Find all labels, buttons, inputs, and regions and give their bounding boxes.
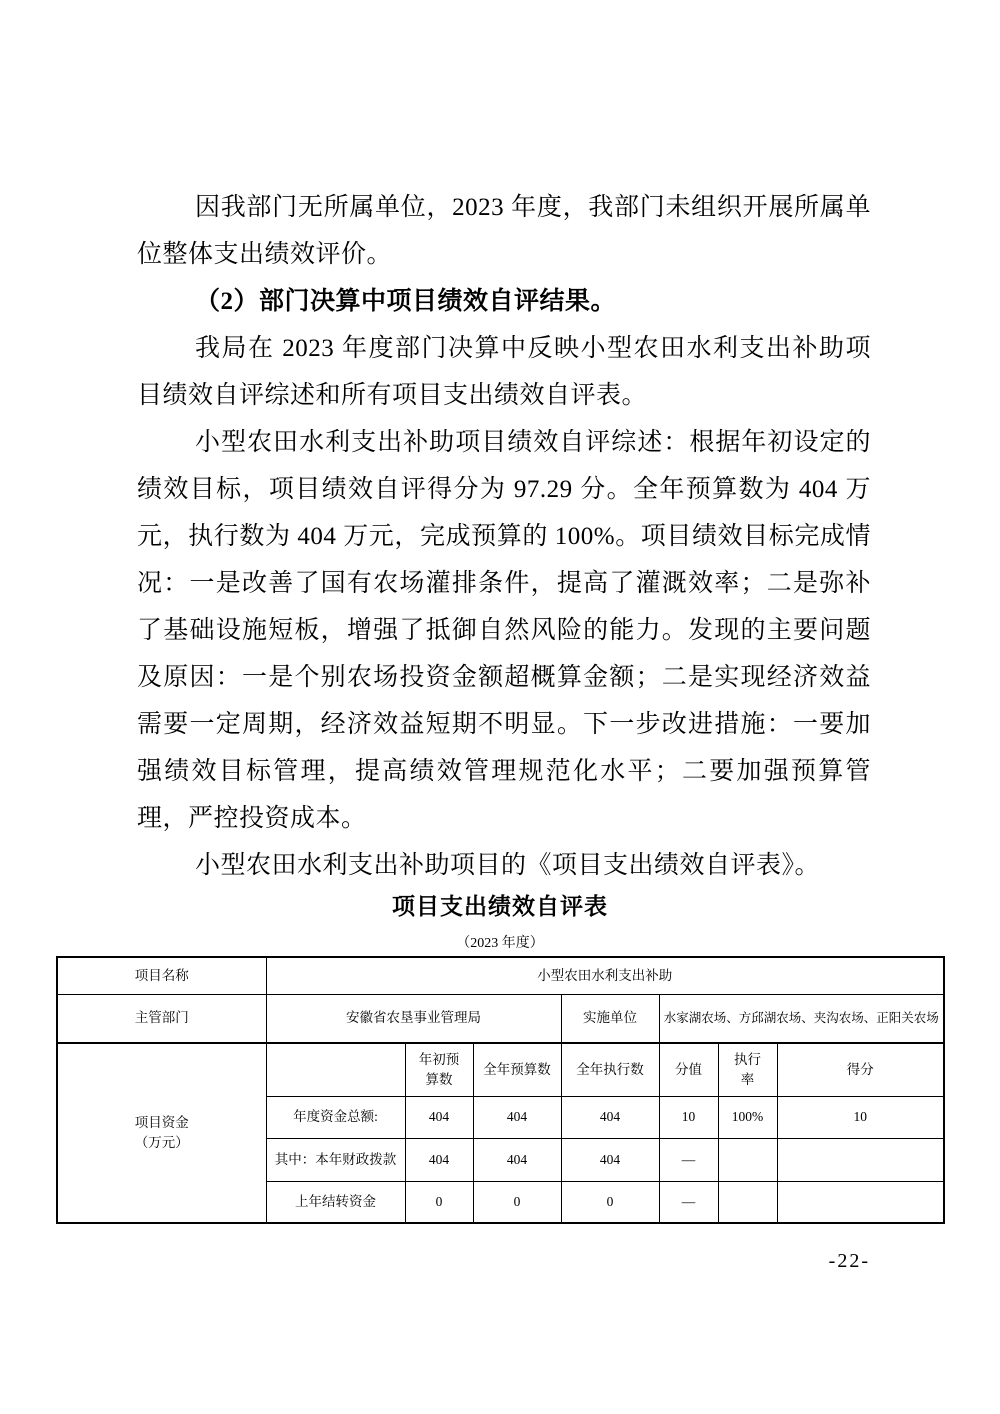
execution-rate-cell: 100% (718, 1096, 777, 1138)
initial-budget-cell: 0 (405, 1181, 473, 1223)
impl-unit-label-cell: 实施单位 (561, 994, 659, 1043)
body-paragraph: 小型农田水利支出补助项目绩效自评综述：根据年初设定的绩效目标，项目绩效自评得分为 97.29 分。全年预算数为 404 万元，执行数为 404 万元，完成预算的 100%。项目绩效目标完成情况：一是改善了国有农场灌排条件，提高了灌溉效率；二是弥补了基础设施短板，增强了抵御自然风险的能力。发现的主要问题及原因：一是个别农场投资金额超概算金额；二是实现经济效益需要一定周期，经济效益短期不明显。下一步改进措施：一要加强绩效目标管理，提高绩效管理规范化水平；二要加强预算管理，严控投资成本。 (137, 429, 871, 832)
execution-rate-cell (718, 1138, 777, 1181)
fund-row-label-cell: 年度资金总额: (266, 1096, 405, 1138)
impl-unit-value-cell: 水家湖农场、方邱湖农场、夹沟农场、正阳关农场 (659, 994, 944, 1043)
score-cell (777, 1181, 944, 1223)
table-subtitle: （2023 年度） (456, 936, 544, 951)
header-annual-execution: 全年执行数 (561, 1043, 659, 1096)
fund-row-label-cell: 上年结转资金 (266, 1181, 405, 1223)
annual-execution-cell: 404 (561, 1096, 659, 1138)
execution-rate-cell (718, 1181, 777, 1223)
annual-execution-cell: 0 (561, 1181, 659, 1223)
score-cell (777, 1138, 944, 1181)
funds-category-line2: （万元） (134, 1135, 189, 1150)
funds-category-cell (57, 1043, 266, 1223)
header-execution-rate-text: 执行率 (734, 1052, 761, 1087)
body-paragraph: 我局在 2023 年度部门决算中反映小型农田水利支出补助项目绩效自评综述和所有项目支出绩效自评表。 (137, 335, 871, 409)
annual-execution-cell: 404 (561, 1138, 659, 1181)
funds-category-line1: 项目资金 (134, 1115, 189, 1131)
fund-row-label-cell: 其中：本年财政拨款 (266, 1138, 405, 1181)
body-paragraph: 因我部门无所属单位，2023 年度，我部门未组织开展所属单位整体支出绩效评价。 (137, 194, 871, 268)
header-execution-rate (718, 1043, 777, 1096)
table-title: 项目支出绩效自评表 (392, 893, 608, 919)
annual-budget-cell: 404 (473, 1138, 561, 1181)
department-row (57, 994, 944, 1043)
body-paragraph: 小型农田水利支出补助项目的《项目支出绩效自评表》。 (195, 852, 821, 879)
section-heading: （2）部门决算中项目绩效自评结果。 (195, 288, 617, 315)
project-name-value-cell: 小型农田水利支出补助 (266, 957, 944, 994)
points-cell: — (659, 1181, 718, 1223)
header-initial-budget-text: 年初预算数 (418, 1052, 460, 1087)
performance-self-evaluation-table (56, 956, 945, 1224)
score-cell: 10 (777, 1096, 944, 1138)
header-annual-budget: 全年预算数 (473, 1043, 561, 1096)
initial-budget-cell: 404 (405, 1138, 473, 1181)
page-number: -22- (828, 1250, 870, 1272)
project-name-label-cell: 项目名称 (57, 957, 266, 994)
annual-budget-cell: 404 (473, 1096, 561, 1138)
points-cell: 10 (659, 1096, 718, 1138)
dept-value-cell: 安徽省农垦事业管理局 (266, 994, 561, 1043)
annual-budget-cell: 0 (473, 1181, 561, 1223)
header-blank-cell (266, 1043, 405, 1096)
header-points: 分值 (659, 1043, 718, 1096)
header-initial-budget (405, 1043, 473, 1096)
header-score: 得分 (777, 1043, 944, 1096)
dept-label-cell: 主管部门 (57, 994, 266, 1043)
initial-budget-cell: 404 (405, 1096, 473, 1138)
column-header-row (57, 1043, 944, 1096)
project-name-row (57, 957, 944, 994)
points-cell: — (659, 1138, 718, 1181)
body-text-block (137, 184, 871, 889)
